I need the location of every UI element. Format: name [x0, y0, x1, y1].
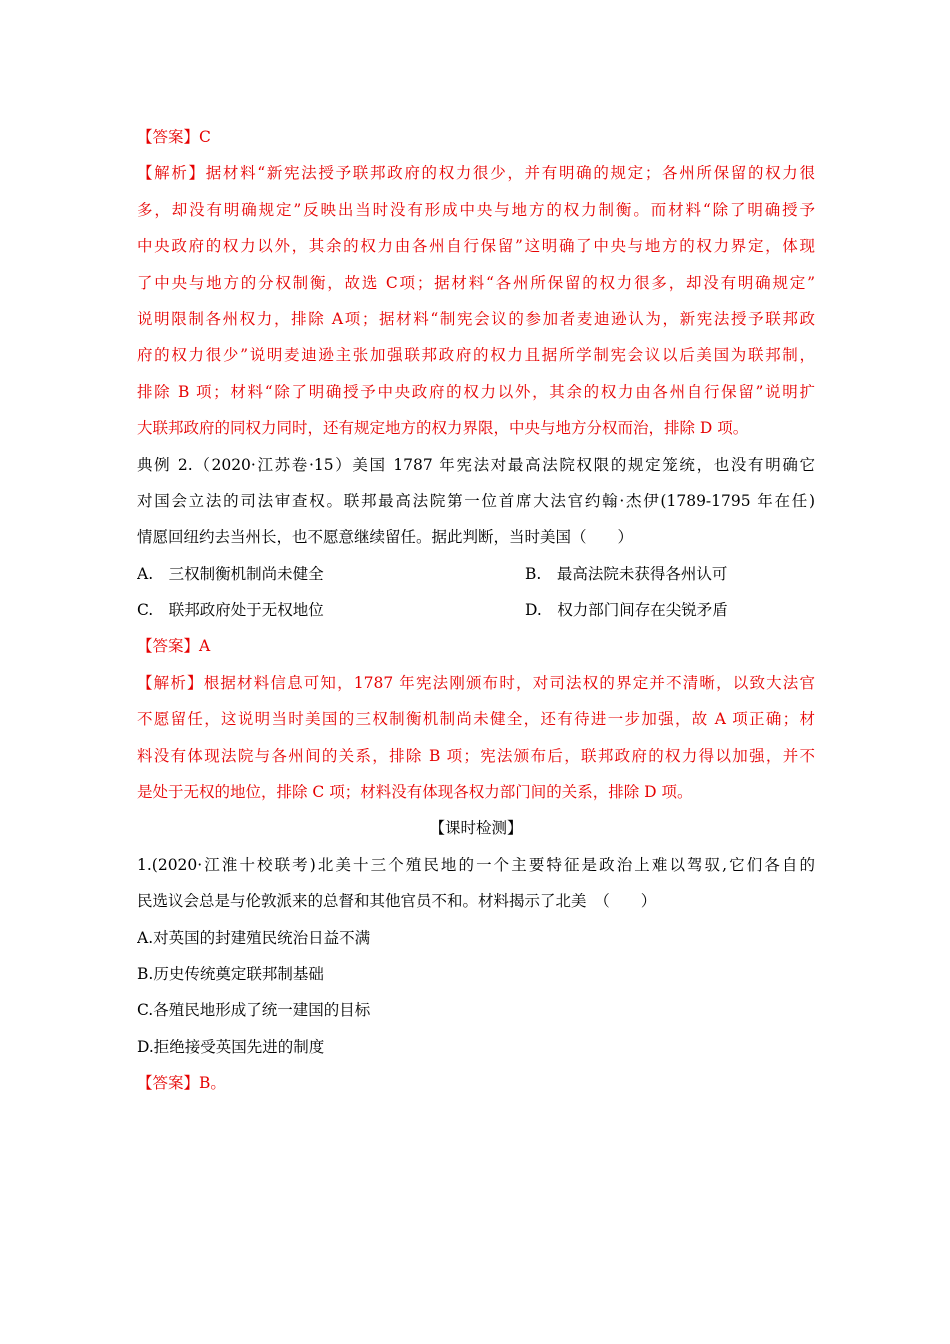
choice-c: C.各殖民地形成了统一建国的目标	[137, 1001, 371, 1020]
analysis-label: 【解析】	[137, 164, 206, 183]
analysis-line: 排除 B 项；材料“除了明确授予中央政府的权力以外，其余的权力由各州自行保留”说明扩	[137, 382, 815, 401]
question-line: 情愿回纽约去当州长，也不愿意继续留任。据此判断，当时美国（ ）	[137, 528, 634, 547]
analysis-line: 了中央与地方的分权制衡，故选 C项；据材料“各州所保留的权力很多，却没有明确规定”	[137, 273, 815, 292]
analysis-line: 说明限制各州权力，排除 A项；据材料“制宪会议的参加者麦迪逊认为，新宪法授予联邦政	[137, 309, 815, 328]
section-title: 【课时检测】	[429, 819, 523, 838]
choice-b: B.历史传统奠定联邦制基础	[137, 964, 324, 983]
option-b: B. 最高法院未获得各州认可	[525, 564, 728, 583]
analysis-label: 【解析】	[137, 673, 204, 692]
example-2	[137, 447, 815, 629]
option-a: A. 三权制衡机制尚未健全	[137, 564, 324, 583]
option-c: C. 联邦政府处于无权地位	[137, 601, 324, 620]
question-line: 1.(2020·江淮十校联考)北美十三个殖民地的一个主要特征是政治上难以驾驭,它们各自的	[137, 855, 815, 874]
answer-2	[137, 628, 815, 664]
analysis-2	[137, 665, 815, 811]
analysis-line: 【解析】根据材料信息可知，1787 年宪法刚颁布时，对司法权的界定并不清晰，以致大法官	[137, 673, 815, 692]
analysis-line: 大联邦政府的同权力同时，还有规定地方的权力界限，中央与地方分权而治，排除 D 项。	[137, 419, 749, 438]
answer-3	[137, 1065, 815, 1101]
question-line: 民选议会总是与伦敦派来的总督和其他官员不和。材料揭示了北美 （ ）	[137, 892, 657, 911]
answer-value: C	[199, 128, 211, 146]
analysis-line: 府的权力很少”说明麦迪逊主张加强联邦政府的权力且据所学制宪会议以后美国为联邦制，	[137, 346, 815, 365]
answer-label: 【答案】	[137, 128, 200, 146]
analysis-line: 料没有体现法院与各州间的关系，排除 B 项；宪法颁布后，联邦政府的权力得以加强，并不	[137, 746, 815, 765]
choice-a: A.对英国的封建殖民统治日益不满	[137, 928, 371, 947]
option-row	[137, 592, 815, 628]
analysis-line: 不愿留任，这说明当时美国的三权制衡机制尚未健全，还有待进一步加强，故 A 项正确；材	[137, 710, 815, 729]
analysis-line: 【解析】据材料“新宪法授予联邦政府的权力很少，并有明确的规定；各州所保留的权力很	[137, 164, 815, 183]
analysis-line: 是处于无权的地位，排除 C 项；材料没有体现各权力部门间的关系，排除 D 项。	[137, 783, 693, 802]
answer-value: B。	[199, 1074, 226, 1093]
question-1	[137, 847, 815, 1065]
document-page	[137, 119, 815, 1102]
answer-label: 【答案】	[137, 637, 200, 656]
question-line: 典例 2.（2020·江苏卷·15）美国 1787 年宪法对最高法院权限的规定笼统，也没有明确它	[137, 455, 815, 474]
option-row	[137, 556, 815, 592]
answer-value: A	[199, 637, 211, 656]
analysis-line: 中央政府的权力以外，其余的权力由各州自行保留”这明确了中央与地方的权力界定，体现	[137, 237, 815, 256]
answer-1	[137, 119, 815, 155]
answer-label: 【答案】	[137, 1074, 200, 1093]
choice-d: D.拒绝接受英国先进的制度	[137, 1037, 325, 1056]
analysis-line: 多，却没有明确规定”反映出当时没有形成中央与地方的权力制衡。而材料“除了明确授予	[137, 200, 815, 219]
analysis-1	[137, 155, 815, 446]
option-d: D. 权力部门间存在尖锐矛盾	[525, 601, 728, 620]
question-line: 对国会立法的司法审查权。联邦最高法院第一位首席大法官约翰·杰伊(1789-1795 年在任)	[137, 491, 815, 510]
